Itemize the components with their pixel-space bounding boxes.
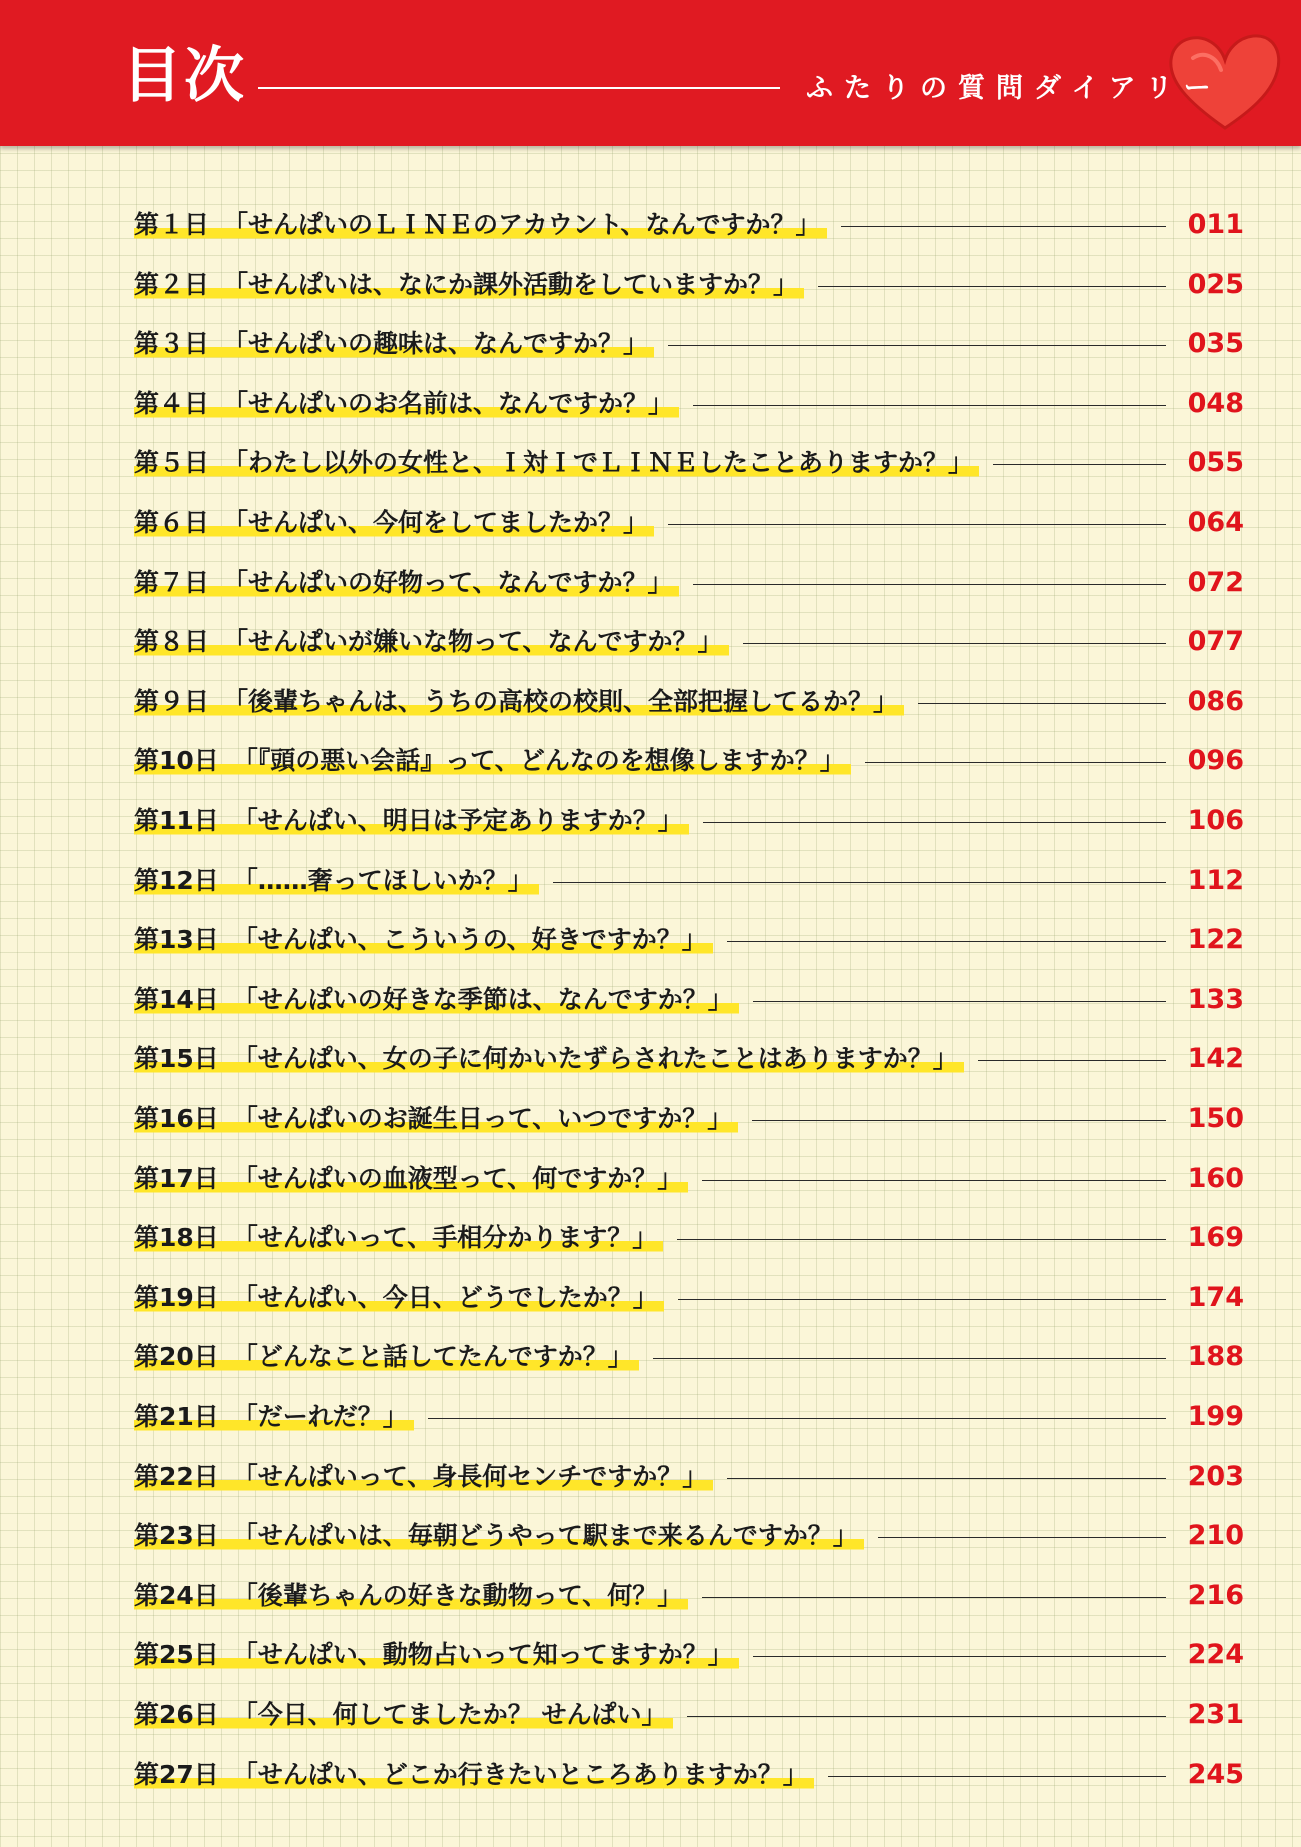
toc-page-number: 122 [1187,924,1244,955]
toc-entry-title [134,1757,814,1793]
toc-entry-day: 第６日 [134,508,210,537]
toc-page-number: 025 [1187,269,1244,300]
toc-entry[interactable] [134,1516,1244,1556]
toc-page-number: 106 [1187,805,1244,836]
toc-entry[interactable] [134,265,1244,305]
toc-entry[interactable] [134,443,1244,483]
toc-entry-day: 第８日 [134,627,210,656]
toc-entry-title [134,1578,688,1614]
toc-entry-title [134,207,827,243]
toc-entry[interactable] [134,205,1244,245]
toc-leader-line [428,1418,1166,1419]
toc-entry-title [134,982,739,1018]
toc-entry-question: 「わたし以外の女性と、Ｉ対ＩでＬＩＮＥしたことありますか？」 [223,448,974,477]
toc-entry-day: 第９日 [134,687,210,716]
toc-leader-line [753,1656,1166,1657]
toc-entry-question: 「せんぱいのお誕生日って、いつですか？」 [232,1104,733,1133]
toc-entry[interactable] [134,682,1244,722]
toc-entry-question: 「だーれだ？」 [232,1402,408,1431]
toc-page-number: 188 [1187,1341,1244,1372]
toc-entry-title [134,863,539,899]
toc-entry-day: 第２日 [134,270,210,299]
toc-entry-title [134,565,679,601]
toc-leader-line [978,1060,1166,1061]
toc-entry-question: 「せんぱいって、身長何センチですか？」 [232,1462,708,1491]
toc-entry-day: 第21日 [134,1402,219,1431]
toc-entry-question: 「せんぱいは、なにか課外活動をしていますか？」 [223,270,799,299]
toc-leader-line [702,1180,1166,1181]
toc-page-number: 203 [1187,1461,1244,1492]
toc-entry-question: 「どんなこと話してたんですか？」 [232,1342,633,1371]
toc-entry[interactable] [134,384,1244,424]
toc-entry-title [134,1101,738,1137]
toc-entry-day: 第７日 [134,568,210,597]
toc-page-number: 035 [1187,328,1244,359]
toc-entry[interactable] [134,1039,1244,1079]
toc-entry[interactable] [134,1457,1244,1497]
toc-entry-title [134,1399,414,1435]
toc-entry-title [134,386,679,422]
toc-entry[interactable] [134,801,1244,841]
toc-entry-day: 第13日 [134,925,219,954]
toc-page-number: 072 [1187,567,1244,598]
toc-entry-day: 第18日 [134,1223,219,1252]
toc-entry-question: 「せんぱい、動物占いって知ってますか？」 [232,1640,733,1669]
toc-page-number: 142 [1187,1043,1244,1074]
toc-entry-day: 第23日 [134,1521,219,1550]
toc-leader-line [702,1597,1166,1598]
toc-page-number: 096 [1187,745,1244,776]
toc-entry-title [134,1220,663,1256]
toc-page-number: 169 [1187,1222,1244,1253]
toc-entry-title [134,267,804,303]
toc-entry-question: 「せんぱいの血液型って、何ですか？」 [232,1164,683,1193]
toc-entry-question: 「せんぱいの趣味は、なんですか？」 [223,329,649,358]
toc-leader-line [752,1120,1166,1121]
toc-entry[interactable] [134,741,1244,781]
toc-leader-line [828,1776,1166,1777]
toc-entry-day: 第20日 [134,1342,219,1371]
toc-entry-title [134,1518,864,1554]
toc-entry-title [134,326,654,362]
toc-leader-line [703,822,1166,823]
toc-entry[interactable] [134,1397,1244,1437]
toc-entry-title [134,1637,739,1673]
toc-entry-question: 「せんぱいのお名前は、なんですか？」 [223,389,674,418]
toc-leader-line [753,1001,1166,1002]
toc-entry-day: 第12日 [134,866,219,895]
toc-entry-question: 「せんぱいの好きな季節は、なんですか？」 [232,985,733,1014]
toc-entry[interactable] [134,920,1244,960]
toc-entry[interactable] [134,980,1244,1020]
toc-entry-question: 「せんぱい、どこか行きたいところありますか？」 [232,1760,808,1789]
toc-entry-question: 「……奢ってほしいか？」 [232,866,533,895]
toc-entry-day: 第４日 [134,389,210,418]
toc-entry[interactable] [134,1755,1244,1795]
toc-entry-day: 第３日 [134,329,210,358]
toc-entry-title [134,1041,964,1077]
toc-entry-day: 第27日 [134,1760,219,1789]
toc-page-number: 077 [1187,626,1244,657]
page-subtitle: ふたりの質問ダイアリー [806,73,1222,104]
toc-entry-day: 第１日 [134,210,210,239]
toc-page-number: 199 [1187,1401,1244,1432]
toc-entry-title [134,1280,664,1316]
toc-entry-day: 第24日 [134,1581,219,1610]
toc-entry[interactable] [134,1576,1244,1616]
toc-leader-line [841,226,1166,227]
toc-page-number: 112 [1187,865,1244,896]
toc-entry-question: 「せんぱいのＬＩＮＥのアカウント、なんですか？」 [223,210,821,239]
toc-leader-line [553,882,1166,883]
toc-entry-question: 「せんぱいは、毎朝どうやって駅まで来るんですか？」 [232,1521,858,1550]
toc-entry-title [134,505,654,541]
toc-entry[interactable] [134,1159,1244,1199]
toc-entry-question: 「せんぱい、今日、どうでしたか？」 [232,1283,658,1312]
toc-entry[interactable] [134,861,1244,901]
toc-entry-day: 第10日 [134,746,219,775]
toc-entry-question: 「せんぱいが嫌いな物って、なんですか？」 [223,627,723,656]
toc-leader-line [668,345,1166,346]
toc-entry-day: 第14日 [134,985,219,1014]
toc-entry-day: 第５日 [134,448,210,477]
toc-entry[interactable] [134,1635,1244,1675]
toc-entry-title [134,684,904,720]
toc-entry-question: 「せんぱい、明日は予定ありますか？」 [232,806,683,835]
toc-entry-day: 第22日 [134,1462,219,1491]
toc-page-number: 055 [1187,447,1244,478]
toc-entry-title [134,922,713,958]
toc-leader-line [678,1299,1166,1300]
toc-entry-title [134,445,979,481]
toc-entry-day: 第16日 [134,1104,219,1133]
toc-entry-day: 第11日 [134,806,219,835]
toc-entry[interactable] [134,1218,1244,1258]
toc-leader-line [878,1537,1166,1538]
toc-entry[interactable] [134,503,1244,543]
page-title: 目次 [122,41,246,111]
toc-entry-title [134,1339,639,1375]
toc-page-number: 231 [1187,1699,1244,1730]
toc-leader-line [668,524,1166,525]
toc-entry-question: 「後輩ちゃんの好きな動物って、何？」 [232,1581,683,1610]
toc-entry-question: 「せんぱい、こういうの、好きですか？」 [232,925,707,954]
toc-entry-question: 「せんぱいの好物って、なんですか？」 [223,568,673,597]
toc-entry-title [134,1161,688,1197]
toc-page-number: 011 [1187,209,1244,240]
toc-leader-line [727,941,1166,942]
toc-leader-line [693,405,1166,406]
toc-entry-day: 第26日 [134,1700,219,1729]
toc-page-number: 210 [1187,1520,1244,1551]
toc-page-number: 150 [1187,1103,1244,1134]
toc-leader-line [818,286,1166,287]
toc-leader-line [865,762,1166,763]
toc-entry-question: 「後輩ちゃんは、うちの高校の校則、全部把握してるか？」 [223,687,899,716]
toc-entry-title [134,1459,713,1495]
toc-entry-title [134,803,689,839]
toc-entry-question: 「今日、何してましたか？ せんぱい」 [232,1700,667,1729]
toc-leader-line [993,464,1166,465]
toc-entry[interactable] [134,1278,1244,1318]
toc-entry-day: 第25日 [134,1640,219,1669]
toc-page-number: 174 [1187,1282,1244,1313]
toc-page-number: 064 [1187,507,1244,538]
toc-page-number: 133 [1187,984,1244,1015]
toc-entry-day: 第17日 [134,1164,219,1193]
toc-page-number: 086 [1187,686,1244,717]
toc-entry-question: 「『頭の悪い会話』って、どんなのを想像しますか？」 [232,746,845,775]
toc-entry[interactable] [134,1337,1244,1377]
toc-entry[interactable] [134,622,1244,662]
toc-leader-line [918,703,1166,704]
toc-entry-question: 「せんぱいって、手相分かります？」 [232,1223,658,1252]
toc-entry-title [134,624,729,660]
toc-leader-line [743,643,1166,644]
toc-page-number: 224 [1187,1639,1244,1670]
toc-entry-question: 「せんぱい、今何をしてましたか？」 [223,508,649,537]
toc-entry-day: 第19日 [134,1283,219,1312]
toc-entry[interactable] [134,1099,1244,1139]
toc-entry[interactable] [134,324,1244,364]
toc-entry-day: 第15日 [134,1044,219,1073]
toc-entry-title [134,743,851,779]
toc-entry-title [134,1697,673,1733]
toc-leader-line [727,1478,1166,1479]
toc-page-number: 048 [1187,388,1244,419]
toc-page-number: 160 [1187,1163,1244,1194]
toc-leader-line [677,1239,1166,1240]
toc-page-number: 245 [1187,1759,1244,1790]
toc-entry[interactable] [134,563,1244,603]
toc-page-number: 216 [1187,1580,1244,1611]
toc-leader-line [693,584,1166,585]
toc-leader-line [687,1716,1166,1717]
toc-entry-question: 「せんぱい、女の子に何かいたずらされたことはありますか？」 [232,1044,958,1073]
toc-entry[interactable] [134,1695,1244,1735]
toc-leader-line [653,1358,1166,1359]
